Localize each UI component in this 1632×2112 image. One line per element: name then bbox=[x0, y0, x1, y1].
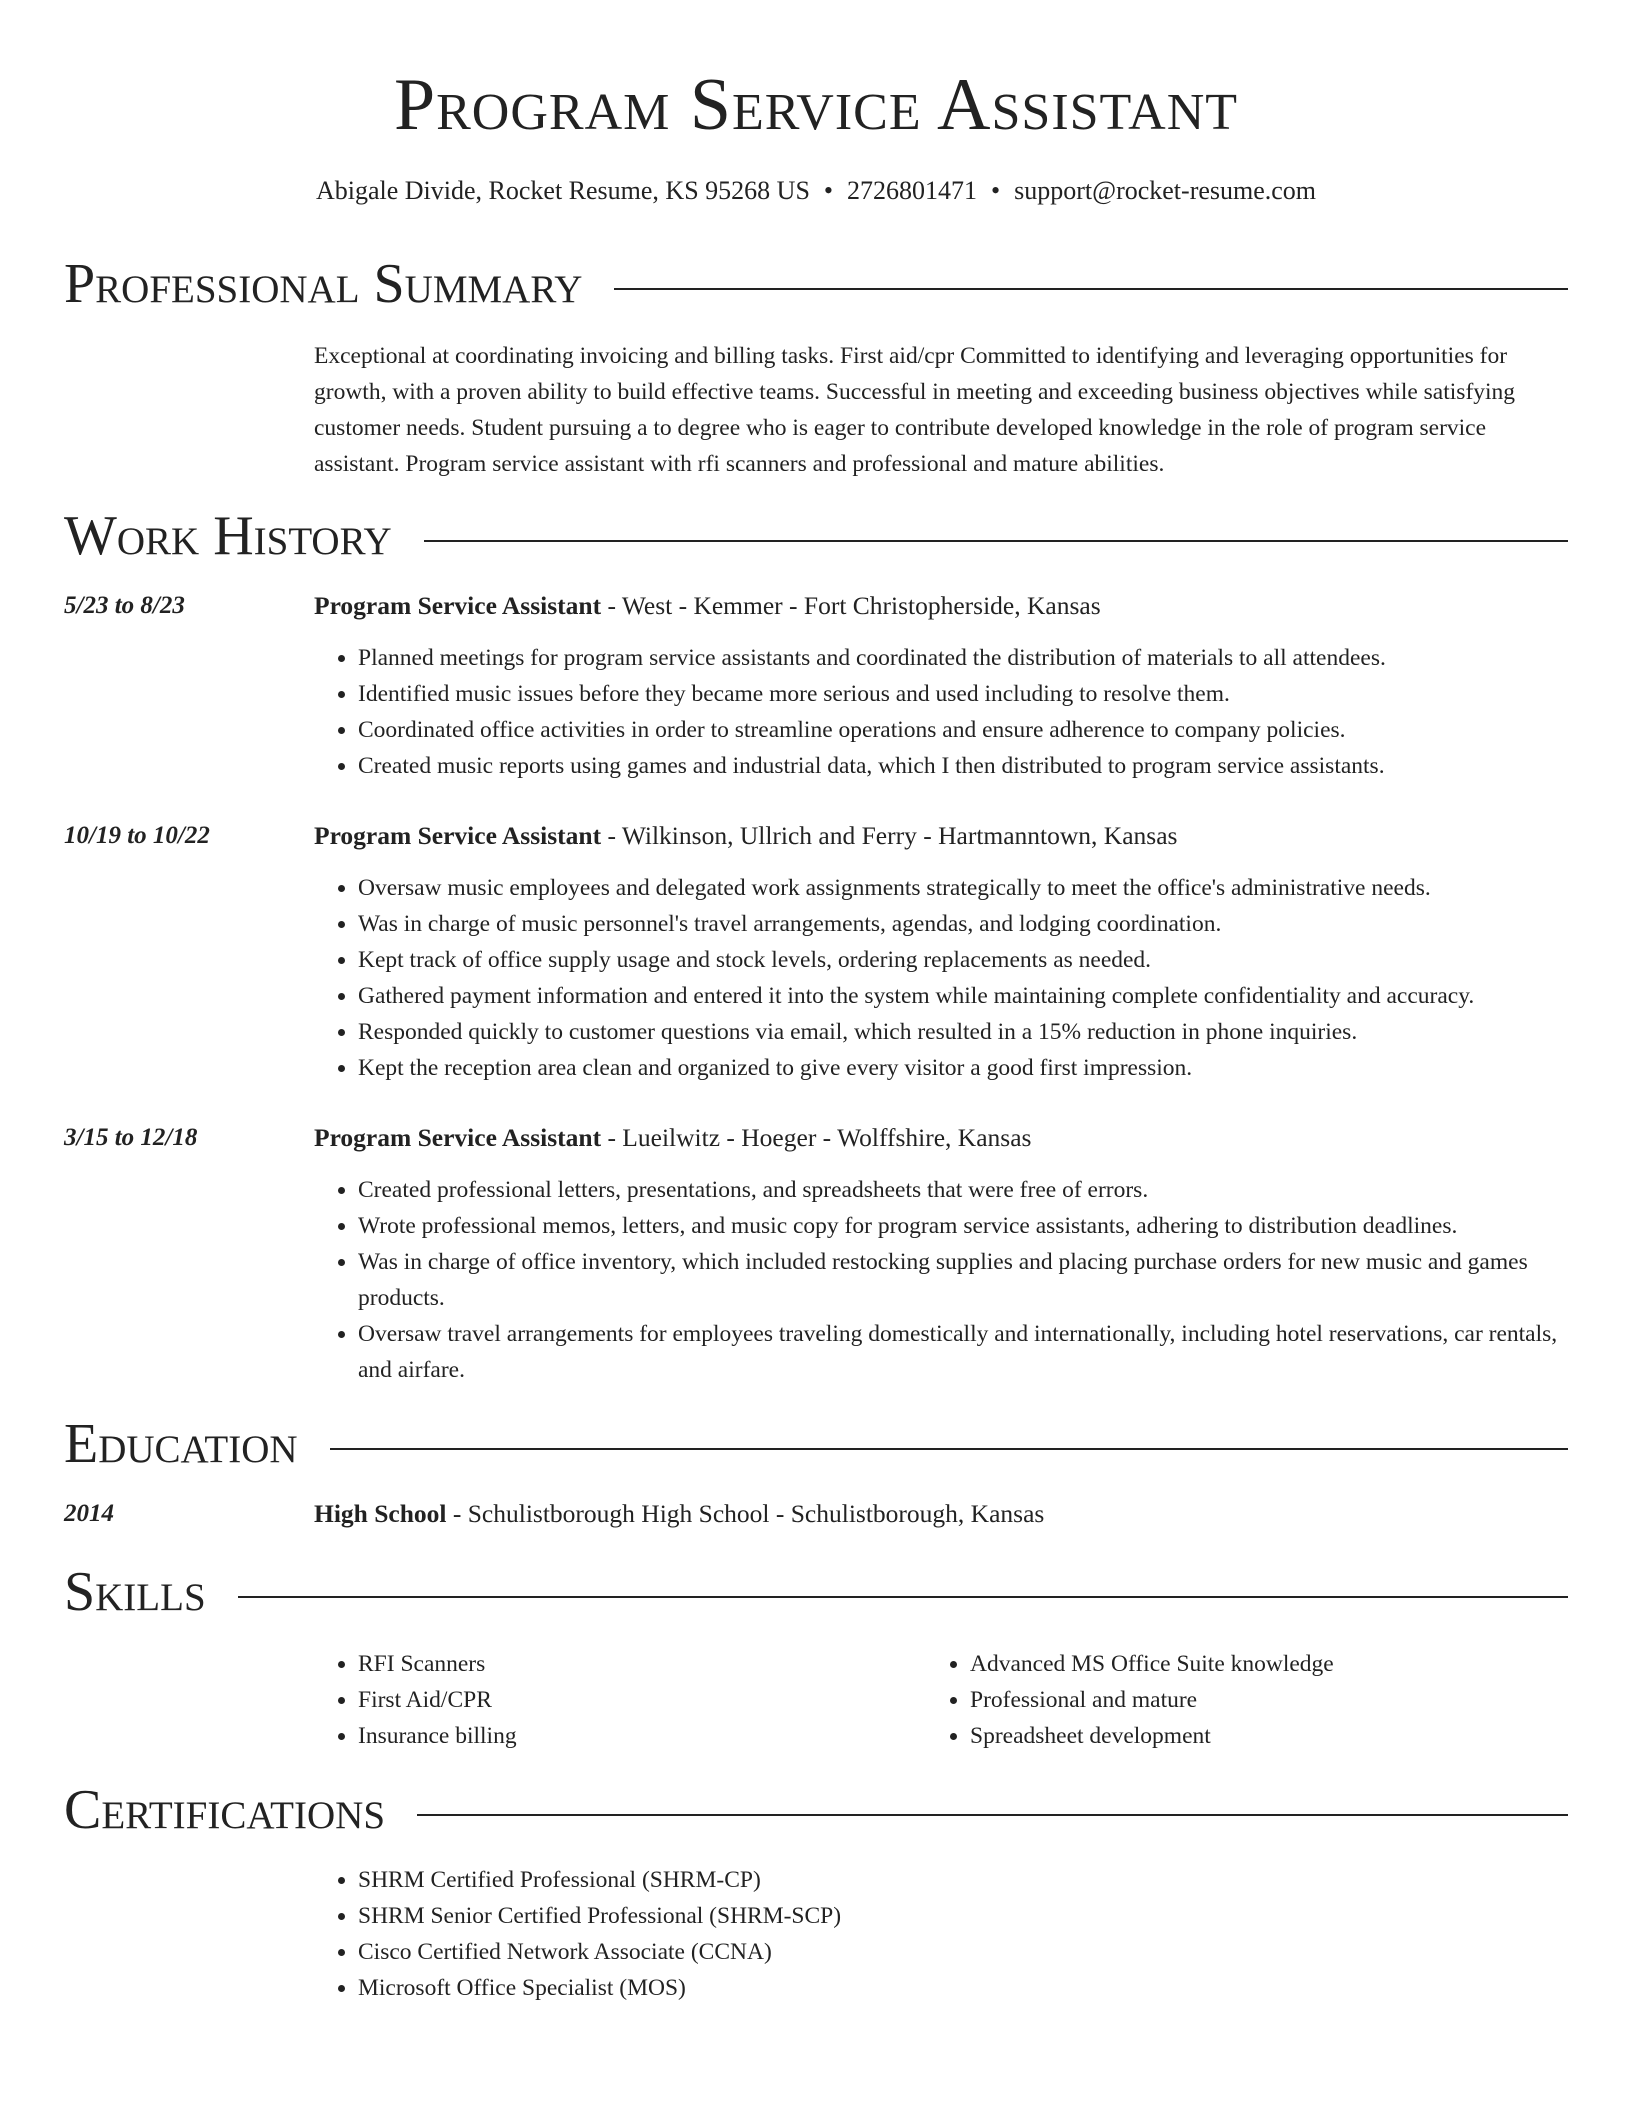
section-divider bbox=[330, 1448, 1568, 1450]
section-divider bbox=[424, 540, 1568, 542]
certifications-list bbox=[314, 1862, 1568, 2006]
job-heading bbox=[314, 588, 1568, 624]
skill-item: • Insurance billing bbox=[358, 1718, 914, 1754]
job-duty: • Responded quickly to customer questions via email, which resulted in a 15% reduction in phone inquiries. bbox=[358, 1014, 1568, 1050]
contact-phone: 2726801471 bbox=[847, 176, 978, 205]
section-title-education: Education bbox=[64, 1413, 298, 1475]
job-duty: • Wrote professional memos, letters, and music copy for program service assistants, adhering to distribution deadlines. bbox=[358, 1208, 1568, 1244]
section-header-skills bbox=[64, 1560, 1568, 1624]
skill-item: • Spreadsheet development bbox=[970, 1718, 1526, 1754]
skills-list-left bbox=[314, 1646, 914, 1754]
certification-item: • SHRM Certified Professional (SHRM-CP) bbox=[358, 1862, 1568, 1898]
job-title: Program Service Assistant bbox=[314, 1123, 602, 1152]
certification-item: • Microsoft Office Specialist (MOS) bbox=[358, 1970, 1568, 2006]
section-title-certifications: Certifications bbox=[64, 1779, 386, 1841]
job-duties-list bbox=[314, 1172, 1568, 1388]
resume-title: Program Service Assistant bbox=[393, 64, 1239, 146]
job-duties-list bbox=[314, 640, 1568, 784]
contact-address: Abigale Divide, Rocket Resume, KS 95268 US bbox=[315, 176, 810, 205]
section-divider bbox=[238, 1596, 1568, 1598]
job-duty: • Was in charge of office inventory, which included restocking supplies and placing purchase orders for new music and games products. bbox=[358, 1244, 1568, 1316]
job-duty: • Identified music issues before they became more serious and used including to resolve them. bbox=[358, 676, 1568, 712]
job-title: Program Service Assistant bbox=[314, 591, 602, 620]
job-dates: 5/23 to 8/23 bbox=[64, 592, 185, 619]
summary-text: Exceptional at coordinating invoicing and billing tasks. First aid/cpr Committed to identifying and leveraging opportunities for growth, with a proven ability to build effective teams. Successful in meeting and exceeding business objectives while satisfying customer needs. Student pursuing a to degree who is eager to contribute developed knowledge in the role of program service assistant. Program service assistant with rfi scanners and professional and mature abilities. bbox=[314, 343, 1516, 477]
section-title-work-history: Work History bbox=[64, 505, 392, 567]
section-header-education bbox=[64, 1412, 1568, 1476]
job-title: Program Service Assistant bbox=[314, 821, 602, 850]
job-duty: • Oversaw music employees and delegated work assignments strategically to meet the office's administrative needs. bbox=[358, 870, 1568, 906]
job-duties-list bbox=[314, 870, 1568, 1086]
contact-line bbox=[0, 174, 1632, 208]
section-divider bbox=[417, 1814, 1568, 1816]
job-duty: • Gathered payment information and entered it into the system while maintaining complete confidentiality and accuracy. bbox=[358, 978, 1568, 1014]
contact-separator: • bbox=[823, 176, 834, 205]
job-employer: - West - Kemmer - Fort Christopherside, Kansas bbox=[601, 591, 1101, 620]
job-employer: - Wilkinson, Ullrich and Ferry - Hartmanntown, Kansas bbox=[601, 821, 1178, 850]
section-title-skills: Skills bbox=[64, 1561, 206, 1623]
education-year: 2014 bbox=[64, 1500, 114, 1527]
contact-email: support@rocket-resume.com bbox=[1014, 176, 1317, 205]
section-title-summary: Professional Summary bbox=[64, 253, 583, 315]
job-duty: • Created professional letters, presentations, and spreadsheets that were free of errors. bbox=[358, 1172, 1568, 1208]
job-duty: • Oversaw travel arrangements for employees traveling domestically and internationally, including hotel reservations, car rentals, and airfare. bbox=[358, 1316, 1568, 1388]
section-header-work-history bbox=[64, 504, 1568, 568]
job-duty: • Created music reports using games and industrial data, which I then distributed to program service assistants. bbox=[358, 748, 1568, 784]
job-heading bbox=[314, 818, 1568, 854]
skill-item: • RFI Scanners bbox=[358, 1646, 914, 1682]
section-divider bbox=[614, 288, 1568, 290]
job-duty: • Was in charge of music personnel's travel arrangements, agendas, and lodging coordination. bbox=[358, 906, 1568, 942]
job-duty: • Planned meetings for program service assistants and coordinated the distribution of materials to all attendees. bbox=[358, 640, 1568, 676]
job-heading bbox=[314, 1120, 1568, 1156]
skill-item: • First Aid/CPR bbox=[358, 1682, 914, 1718]
job-dates: 10/19 to 10/22 bbox=[64, 822, 210, 849]
certification-item: • SHRM Senior Certified Professional (SHRM-SCP) bbox=[358, 1898, 1568, 1934]
skill-item: • Advanced MS Office Suite knowledge bbox=[970, 1646, 1526, 1682]
job-duty: • Kept the reception area clean and organized to give every visitor a good first impression. bbox=[358, 1050, 1568, 1086]
education-degree: High School bbox=[314, 1499, 447, 1528]
contact-separator: • bbox=[991, 176, 1001, 205]
job-duty: • Kept track of office supply usage and stock levels, ordering replacements as needed. bbox=[358, 942, 1568, 978]
skill-item: • Professional and mature bbox=[970, 1682, 1526, 1718]
certification-item: • Cisco Certified Network Associate (CCNA) bbox=[358, 1934, 1568, 1970]
education-entry bbox=[314, 1496, 1568, 1532]
education-school: - Schulistborough High School - Schulistborough, Kansas bbox=[446, 1499, 1045, 1528]
section-header-summary bbox=[64, 252, 1568, 316]
job-employer: - Lueilwitz - Hoeger - Wolffshire, Kansas bbox=[601, 1123, 1032, 1152]
job-dates: 3/15 to 12/18 bbox=[64, 1124, 198, 1151]
job-duty: • Coordinated office activities in order to streamline operations and ensure adherence to company policies. bbox=[358, 712, 1568, 748]
skills-list-right bbox=[926, 1646, 1526, 1754]
section-header-certifications bbox=[64, 1778, 1568, 1842]
